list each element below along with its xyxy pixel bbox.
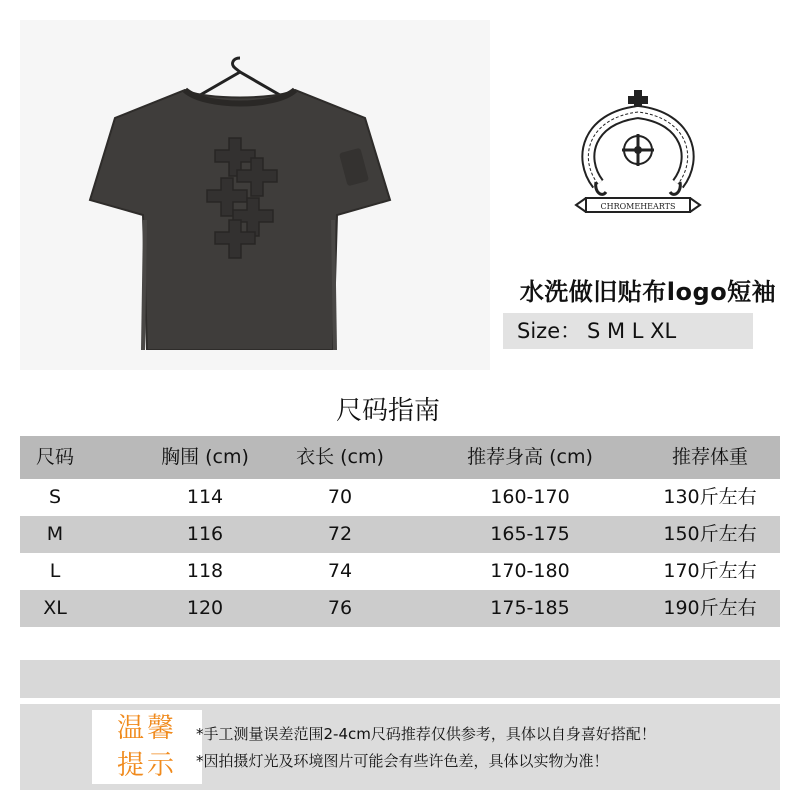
cell-weight: 150斤左右 — [663, 523, 757, 545]
notice-line-2: *因拍摄灯光及环境图片可能会有些许色差，具体以实物为准！ — [196, 752, 609, 770]
tshirt-icon — [75, 50, 405, 350]
table-row — [20, 516, 780, 553]
cell-chest: 120 — [186, 597, 224, 619]
cell-size: S — [48, 486, 62, 508]
size-values: S M L XL — [587, 319, 677, 343]
notice-box — [20, 704, 780, 790]
brand-banner-text: CHROMEHEARTS — [600, 202, 676, 211]
product-photo-panel — [20, 20, 780, 370]
cell-weight: 170斤左右 — [663, 560, 757, 582]
header-chest: 胸围 (cm) — [161, 446, 249, 468]
notice-badge-line2: 提示 — [117, 750, 177, 781]
header-size: 尺码 — [35, 446, 74, 468]
cell-size: XL — [43, 597, 67, 619]
header-weight: 推荐体重 — [671, 446, 748, 468]
divider-band — [20, 660, 780, 698]
cell-weight: 190斤左右 — [663, 597, 757, 619]
cell-length: 72 — [327, 523, 353, 545]
cell-chest: 114 — [186, 486, 224, 508]
size-label: Size： — [517, 319, 582, 343]
table-row — [20, 590, 780, 627]
cell-height: 175-185 — [490, 597, 570, 619]
cell-weight: 130斤左右 — [663, 486, 757, 508]
cell-length: 76 — [327, 597, 353, 619]
size-table — [20, 436, 780, 627]
cell-length: 70 — [327, 486, 353, 508]
cell-chest: 118 — [186, 560, 224, 582]
table-row — [20, 479, 780, 516]
cell-chest: 116 — [186, 523, 224, 545]
header-length: 衣长 (cm) — [296, 446, 384, 468]
cell-height: 165-175 — [490, 523, 570, 545]
product-title: 水洗做旧贴布logo短袖 — [519, 278, 777, 306]
size-options-box — [503, 313, 753, 349]
header-height: 推荐身高 (cm) — [467, 446, 593, 468]
notice-badge — [92, 710, 202, 784]
table-header-row — [20, 436, 780, 479]
notice-line-1: *手工测量误差范围2-4cm尺码推荐仅供参考，具体以自身喜好搭配！ — [196, 725, 656, 743]
cell-size: M — [46, 523, 64, 545]
cell-height: 160-170 — [490, 486, 570, 508]
cell-size: L — [49, 560, 61, 582]
cell-length: 74 — [327, 560, 353, 582]
cell-height: 170-180 — [490, 560, 570, 582]
notice-badge-line1: 温馨 — [117, 713, 177, 744]
size-guide-title: 尺码指南 — [335, 396, 440, 426]
notice-text — [196, 721, 656, 775]
brand-logo — [568, 88, 708, 228]
table-row — [20, 553, 780, 590]
